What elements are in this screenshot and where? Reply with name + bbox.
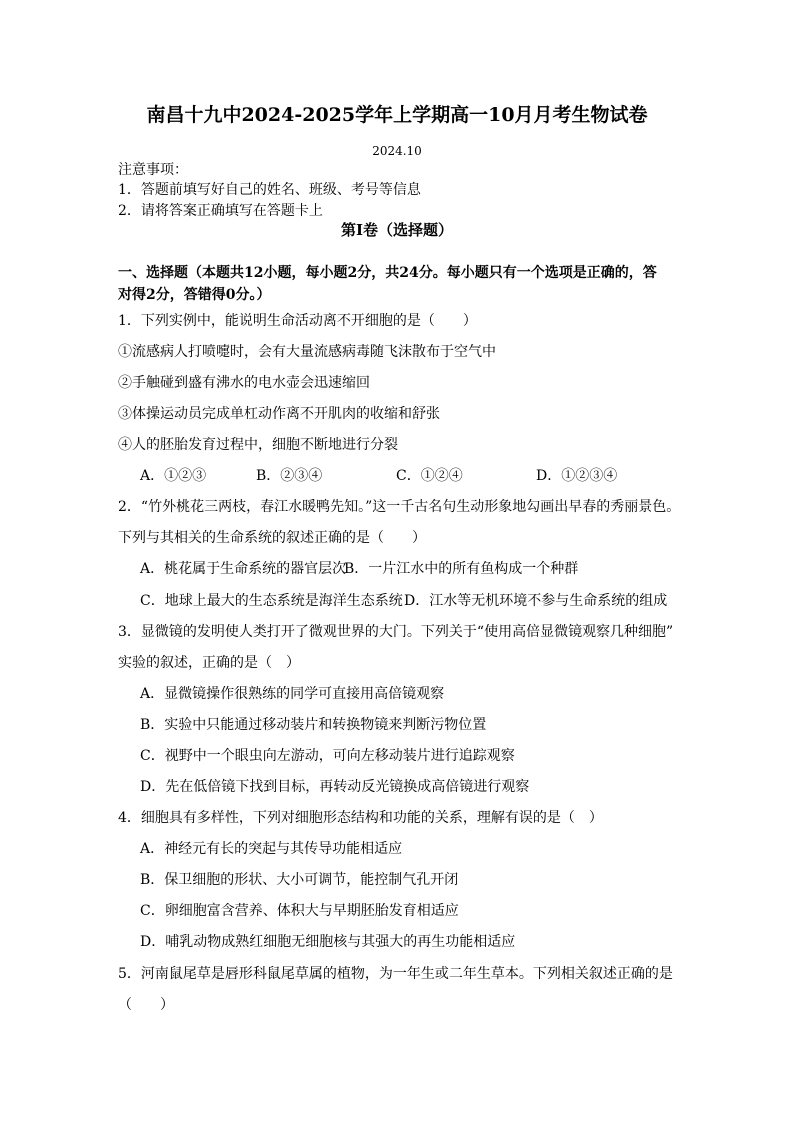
part-heading: 第I卷（选择题）: [340, 221, 454, 239]
question-2-option-a: A．桃花属于生命系统的器官层次: [140, 561, 347, 577]
question-2-stem: 下列与其相关的生命系统的叙述正确的是（ ）: [118, 530, 426, 546]
exam-date: 2024.10: [372, 144, 422, 158]
question-3-option-c: C．视野中一个眼虫向左游动，可向左移动装片进行追踪观察: [140, 748, 515, 764]
question-1-statement: ④人的胚胎发育过程中，细胞不断地进行分裂: [118, 437, 398, 453]
question-4-option-c: C．卵细胞富含营养、体积大与早期胚胎发育相适应: [140, 903, 459, 919]
question-2-option-d: D．江水等无机环境不参与生命系统的组成: [404, 593, 668, 609]
question-1-statement: ③体操运动员完成单杠动作离不开肌肉的收缩和舒张: [118, 406, 440, 422]
question-4-stem: 4．细胞具有多样性，下列对细胞形态结构和功能的关系，理解有误的是（ ）: [118, 810, 603, 826]
question-5-stem: （ ）: [118, 997, 174, 1013]
question-1-option-c: C．①②④: [396, 468, 463, 484]
question-3-option-a: A．显微镜操作很熟练的同学可直接用高倍镜观察: [140, 686, 445, 702]
question-4-option-b: B．保卫细胞的形状、大小可调节，能控制气孔开闭: [140, 872, 459, 888]
question-1-stem: 1．下列实例中，能说明生命活动离不开细胞的是（ ）: [118, 313, 477, 329]
question-1-option-b: B．②③④: [256, 468, 323, 484]
question-2-stem: 2．“竹外桃花三两枝，春江水暖鸭先知。”这一千古名句生动形象地勾画出早春的秀丽景色。: [118, 499, 681, 515]
question-1-statement: ①流感病人打喷嚏时，会有大量流感病毒随飞沫散布于空气中: [118, 344, 496, 360]
question-1-option-a: A．①②③: [140, 468, 207, 484]
question-2-option-b: B．一片江水中的所有鱼构成一个种群: [344, 561, 579, 577]
question-3-option-d: D．先在低倍镜下找到目标，再转动反光镜换成高倍镜进行观察: [140, 779, 530, 795]
question-5-stem: 5．河南鼠尾草是唇形科鼠尾草属的植物，为一年生或二年生草本。下列相关叙述正确的是: [118, 966, 673, 982]
question-1-statement: ②手触碰到盛有沸水的电水壶会迅速缩回: [118, 375, 370, 391]
question-3-stem: 实验的叙述，正确的是（ ）: [118, 655, 300, 671]
question-4-option-d: D．哺乳动物成熟红细胞无细胞核与其强大的再生功能相适应: [140, 934, 516, 950]
question-4-option-a: A．神经元有长的突起与其传导功能相适应: [140, 841, 403, 857]
question-1-option-d: D．①②③④: [536, 468, 618, 484]
question-2-option-c: C．地球上最大的生态系统是海洋生态系统: [140, 593, 403, 609]
section-heading-line1: 一、选择题（本题共12小题，每小题2分，共24分。每小题只有一个选项是正确的，答: [118, 265, 657, 281]
question-3-option-b: B．实验中只能通过移动装片和转换物镜来判断污物位置: [140, 717, 487, 733]
page-title: 南昌十九中2024-2025学年上学期高一10月月考生物试卷: [146, 104, 648, 126]
question-3-stem: 3．显微镜的发明使人类打开了微观世界的大门。下列关于“使用高倍显微镜观察几种细胞”: [118, 624, 674, 640]
section-heading-line2: 对得2分，答错得0分。）: [118, 287, 271, 303]
note-item: 1．答题前填写好自己的姓名、班级、考号等信息: [118, 182, 421, 198]
notes-label: 注意事项：: [118, 162, 188, 178]
note-item: 2．请将答案正确填写在答题卡上: [118, 203, 323, 219]
